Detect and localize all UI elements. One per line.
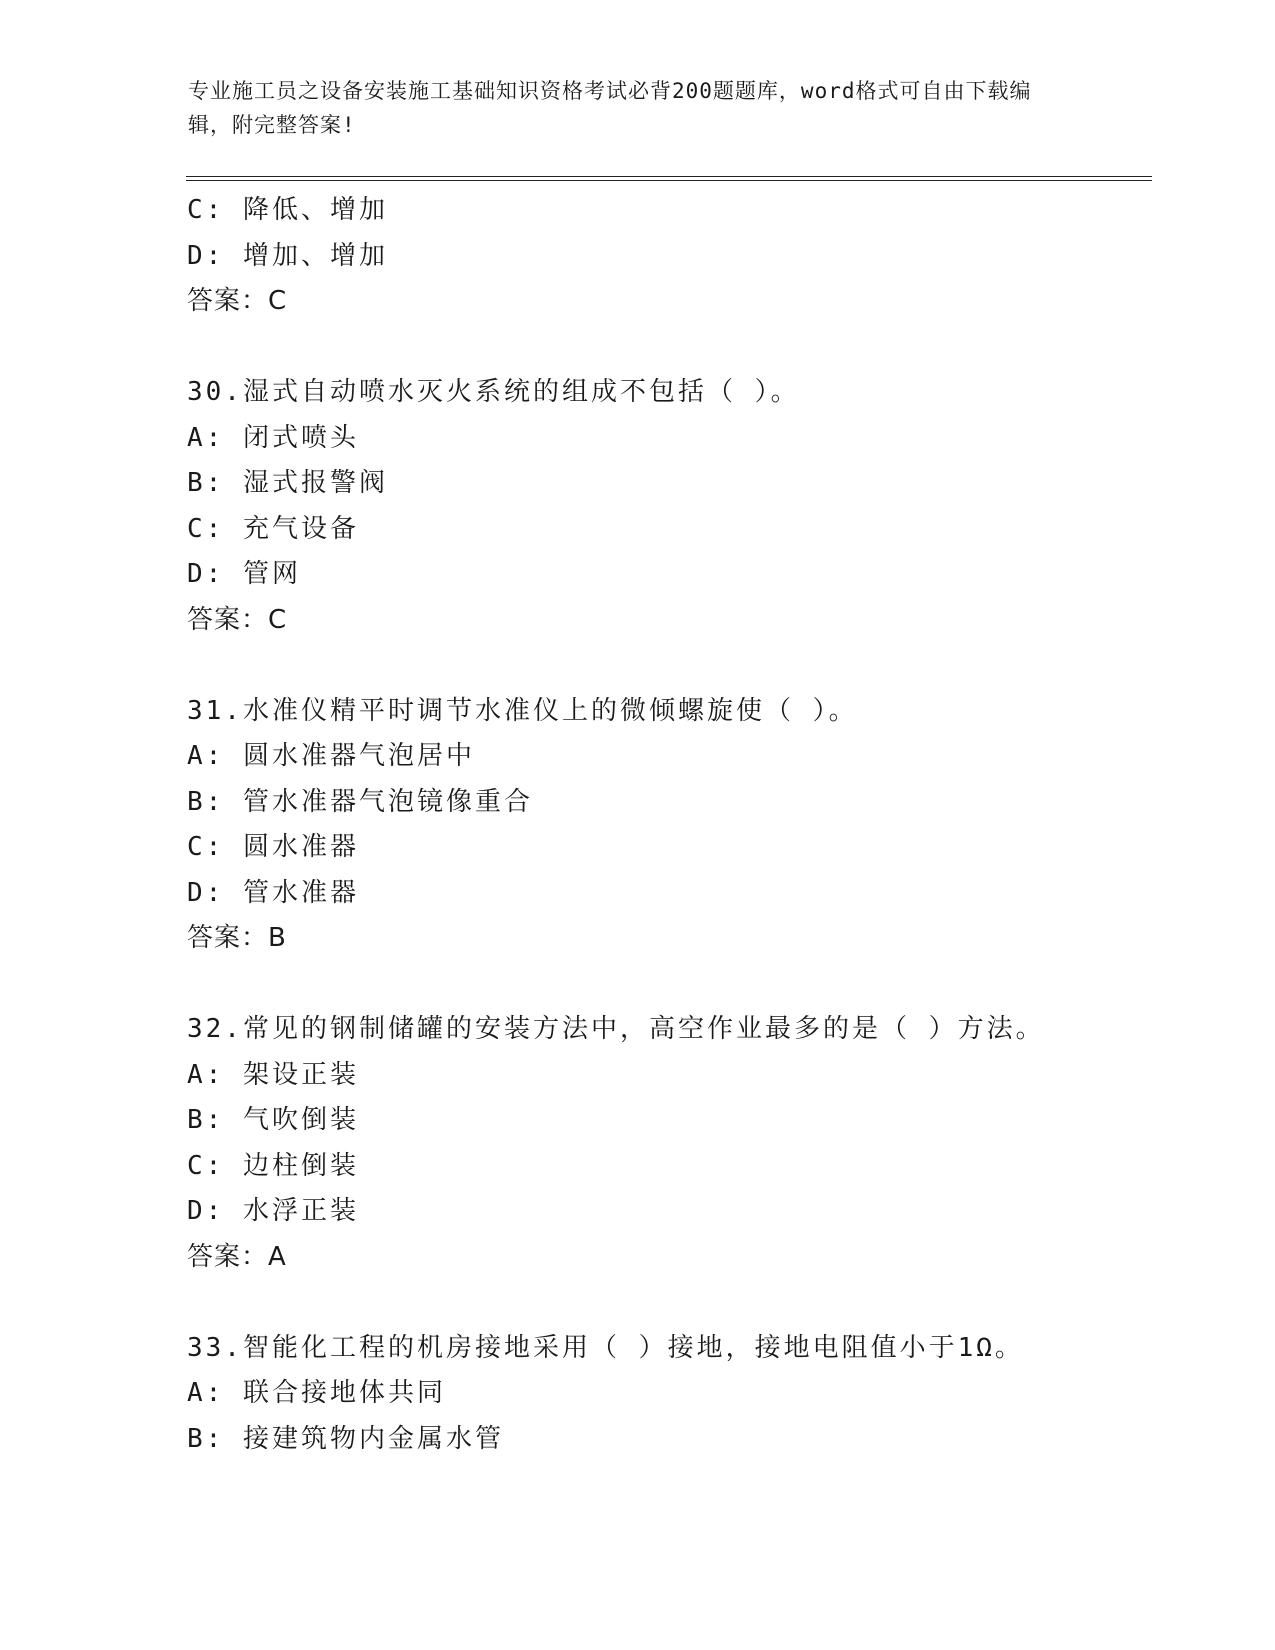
q32-option-d: D: 水浮正装 xyxy=(187,1196,359,1226)
q31-option-c: C: 圆水准器 xyxy=(187,832,359,862)
q30-option-d: D: 管网 xyxy=(187,559,301,589)
q29-answer: 答案：C xyxy=(187,286,288,316)
q30-option-c: C: 充气设备 xyxy=(187,513,359,544)
q30-answer: 答案：C xyxy=(187,604,288,635)
q31-option-a: A: 圆水准器气泡居中 xyxy=(187,741,475,771)
spacer xyxy=(187,962,1147,1008)
q33-question: 33.智能化工程的机房接地采用（ ）接地，接地电阻值小于1Ω。 xyxy=(187,1332,1024,1363)
q33-option-b: B: 接建筑物内金属水管 xyxy=(187,1423,504,1454)
spacer xyxy=(187,1280,1147,1326)
question-list xyxy=(187,188,1147,1462)
q29-option-c: C: 降低、增加 xyxy=(187,195,388,225)
q32-option-a: A: 架设正装 xyxy=(187,1059,359,1090)
q30-option-b: B: 湿式报警阀 xyxy=(187,468,388,498)
spacer xyxy=(187,325,1147,371)
q31-option-d: D: 管水准器 xyxy=(187,877,359,908)
q29-option-d: D: 增加、增加 xyxy=(187,240,388,271)
q30-option-a: A: 闭式喷头 xyxy=(187,422,359,453)
q33-option-a: A: 联合接地体共同 xyxy=(187,1378,446,1408)
q32-question: 32.常见的钢制储罐的安装方法中，高空作业最多的是（ ）方法。 xyxy=(187,1014,1045,1044)
spacer xyxy=(187,643,1147,689)
q32-option-b: B: 气吹倒装 xyxy=(187,1105,359,1135)
document-header: 专业施工员之设备安装施工基础知识资格考试必背200题题库，word格式可自由下载编辑，附完整答案! xyxy=(188,79,1032,137)
q31-option-b: B: 管水准器气泡镜像重合 xyxy=(187,786,533,817)
q32-option-c: C: 边柱倒装 xyxy=(187,1150,359,1181)
header-divider xyxy=(186,176,1152,181)
q32-answer: 答案：A xyxy=(187,1241,287,1272)
q31-question: 31.水准仪精平时调节水准仪上的微倾螺旋使（ ）。 xyxy=(187,695,858,726)
q31-answer: 答案：B xyxy=(187,923,287,953)
q30-question: 30.湿式自动喷水灭火系统的组成不包括（ ）。 xyxy=(187,377,800,407)
